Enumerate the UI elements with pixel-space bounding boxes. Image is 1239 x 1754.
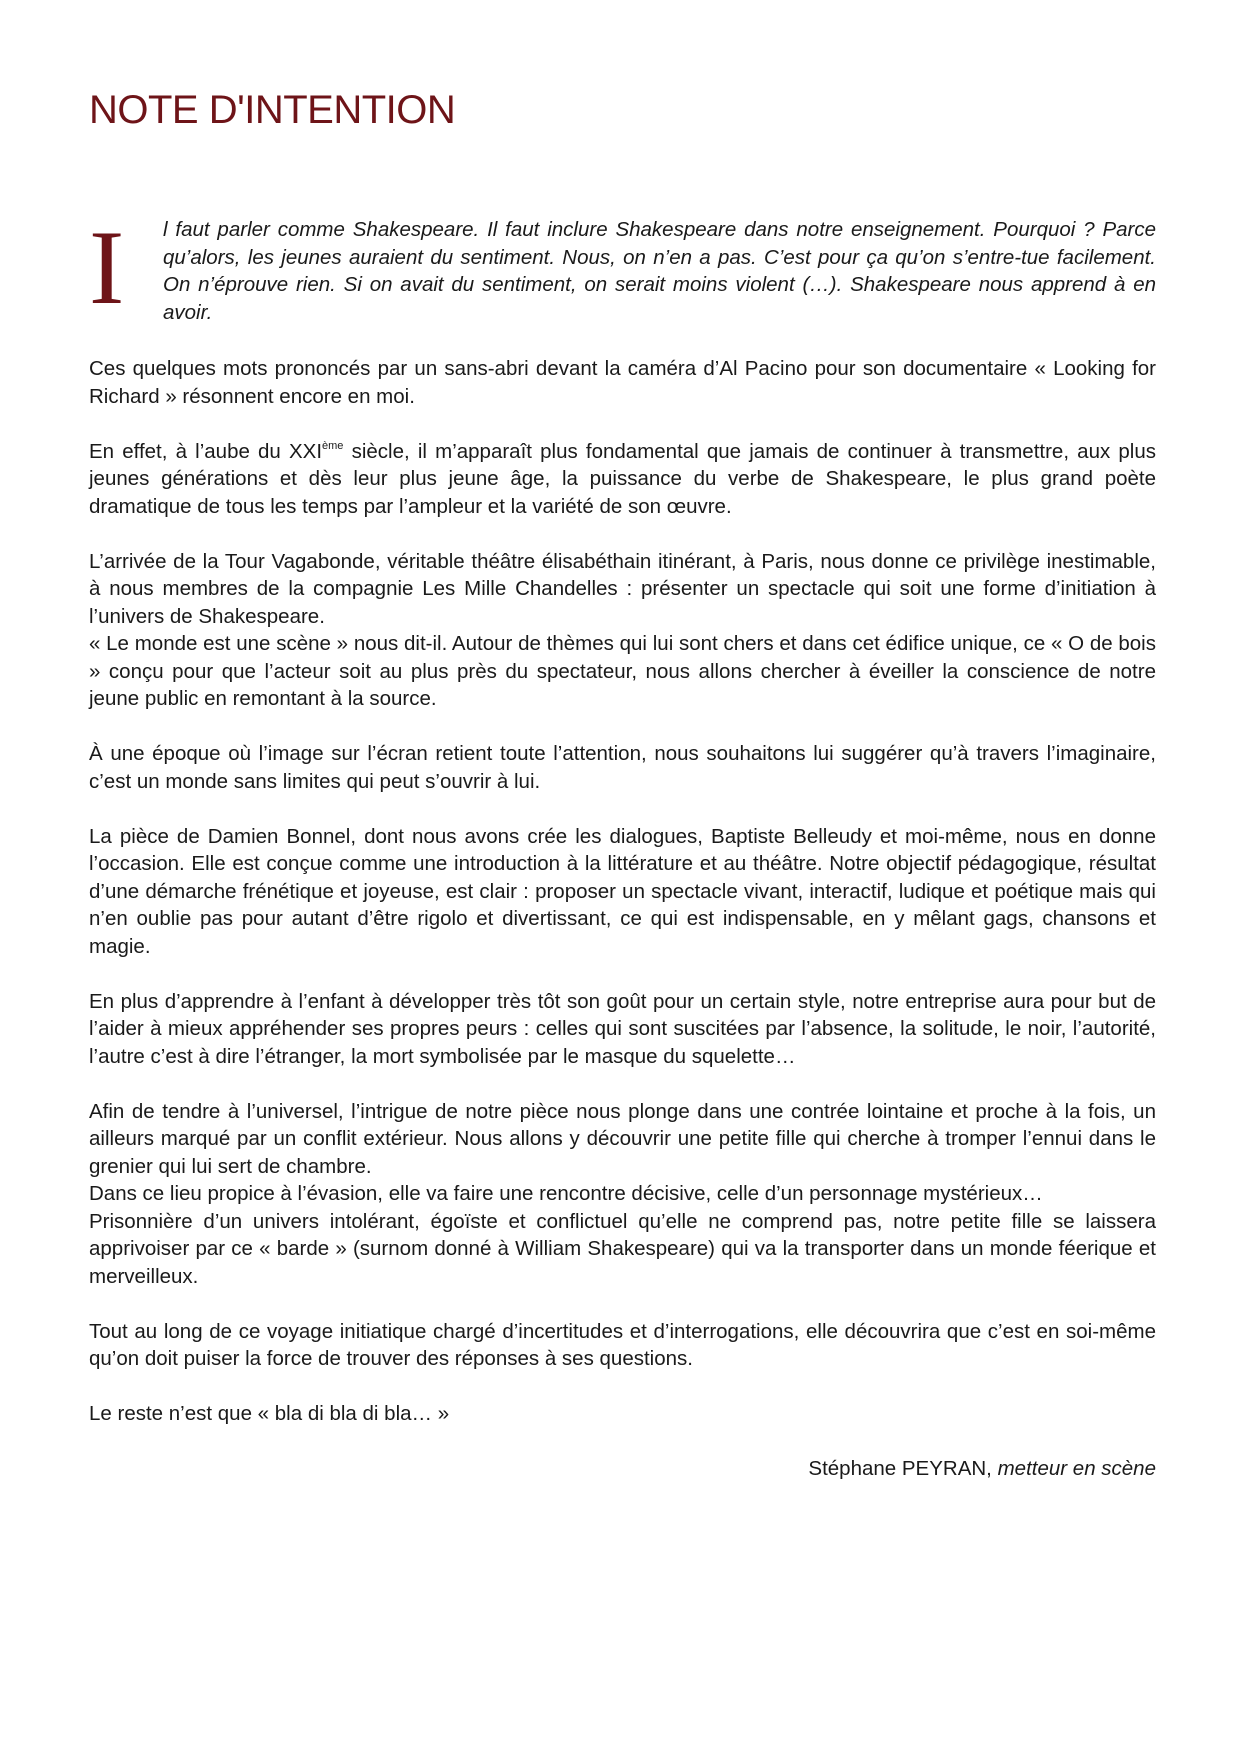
paragraph-2 [89,438,1156,521]
paragraph-7: En plus d’apprendre à l’enfant à développer très tôt son goût pour un certain style, notre entreprise aura pour but de l’aider à mieux appréhender ses propres peurs : celles qui sont suscitées par l’absence, la solitude, le noir, l’autorité, l’autre c’est à dire l’étranger, la mort symbolisée par le masque du squelette… [89,989,1156,1068]
signature [89,1455,1156,1483]
page-title: NOTE D'INTENTION [89,88,456,132]
paragraph-4: « Le monde est une scène » nous dit-il. Autour de thèmes qui lui sont chers et dans cet édifice unique, ce « O de bois » conçu pour que l’acteur soit au plus près du spectateur, nous allons chercher à éveiller la conscience de notre jeune public en remontant à la source. [89,632,1156,710]
paragraph-2-end: siècle, il m’apparaît plus fondamental que jamais de continuer à transmettre, aux plus jeunes générations et dès leur plus jeune âge, la puissance du verbe de Shakespeare, le plus grand poète dramatique de tous les temps par l’ampleur et la variété de son œuvre. [89,439,1156,518]
signature-role: metteur en scène [997,1457,1156,1480]
body-text [89,355,1156,1510]
paragraph-3: L’arrivée de la Tour Vagabonde, véritable théâtre élisabéthain itinérant, à Paris, nous donne ce privilège inestimable, à nous membres de la compagnie Les Mille Chandelles : présenter un spectacle qui soit une forme d’initiation à l’univers de Shakespeare. [89,549,1156,628]
paragraph-6: La pièce de Damien Bonnel, dont nous avons crée les dialogues, Baptiste Belleudy et moi-même, nous en donne l’occasion. Elle est conçue comme une introduction à la littérature et au théâtre. Notre objectif pédagogique, résultat d’une démarche frénétique et joyeuse, est clair : proposer un spectacle vivant, interactif, ludique et poétique mais qui n’en oublie pas pour autant d’être rigolo et divertissant, ce qui est indispensable, en y mêlant gags, chansons et magie. [89,824,1156,958]
paragraph-8: Afin de tendre à l’universel, l’intrigue de notre pièce nous plonge dans une contrée lointaine et proche à la fois, un ailleurs marqué par un conflit extérieur. Nous allons y découvrir une petite fille qui cherche à tromper l’ennui dans le grenier qui lui sert de chambre. [89,1099,1156,1178]
paragraph-9: Dans ce lieu propice à l’évasion, elle va faire une rencontre décisive, celle d’un personnage mystérieux… [89,1182,1043,1205]
paragraph-11: Tout au long de ce voyage initiatique chargé d’incertitudes et d’interrogations, elle découvrira que c’est en soi-même qu’on doit puiser la force de trouver des réponses à ses questions. [89,1319,1156,1370]
intro-quote: l faut parler comme Shakespeare. Il faut inclure Shakespeare dans notre enseignement. Pourquoi ? Parce qu’alors, les jeunes auraient du sentiment. Nous, on n’en a pas. C’est pour ça qu’on s’entre-tue facilement. On n’éprouve rien. Si on avait du sentiment, on serait moins violent (…). Shakespeare nous apprend à en avoir. [163,218,1156,324]
paragraph-5: À une époque où l’image sur l’écran retient toute l’attention, nous souhaitons lui suggérer qu’à travers l’imaginaire, c’est un monde sans limites qui peut s’ouvrir à lui. [89,742,1156,793]
paragraph-12: Le reste n’est que « bla di bla di bla… » [89,1402,450,1425]
century-superscript: ème [322,439,344,452]
intro-quote-block [89,209,1156,326]
paragraph-10: Prisonnière d’un univers intolérant, égoïste et conflictuel qu’elle ne comprend pas, notre petite fille se laissera apprivoiser par ce « barde » (surnom donné à William Shakespeare) qui va la transporter dans un monde féerique et merveilleux. [89,1209,1156,1288]
paragraph-2-start: En effet, à l’aube du XXI [89,439,323,463]
drop-cap: I [89,209,125,326]
paragraph-1: Ces quelques mots prononcés par un sans-abri devant la caméra d’Al Pacino pour son documentaire « Looking for Richard » résonnent encore en moi. [89,357,1156,408]
signature-name: Stéphane PEYRAN, [808,1457,992,1480]
